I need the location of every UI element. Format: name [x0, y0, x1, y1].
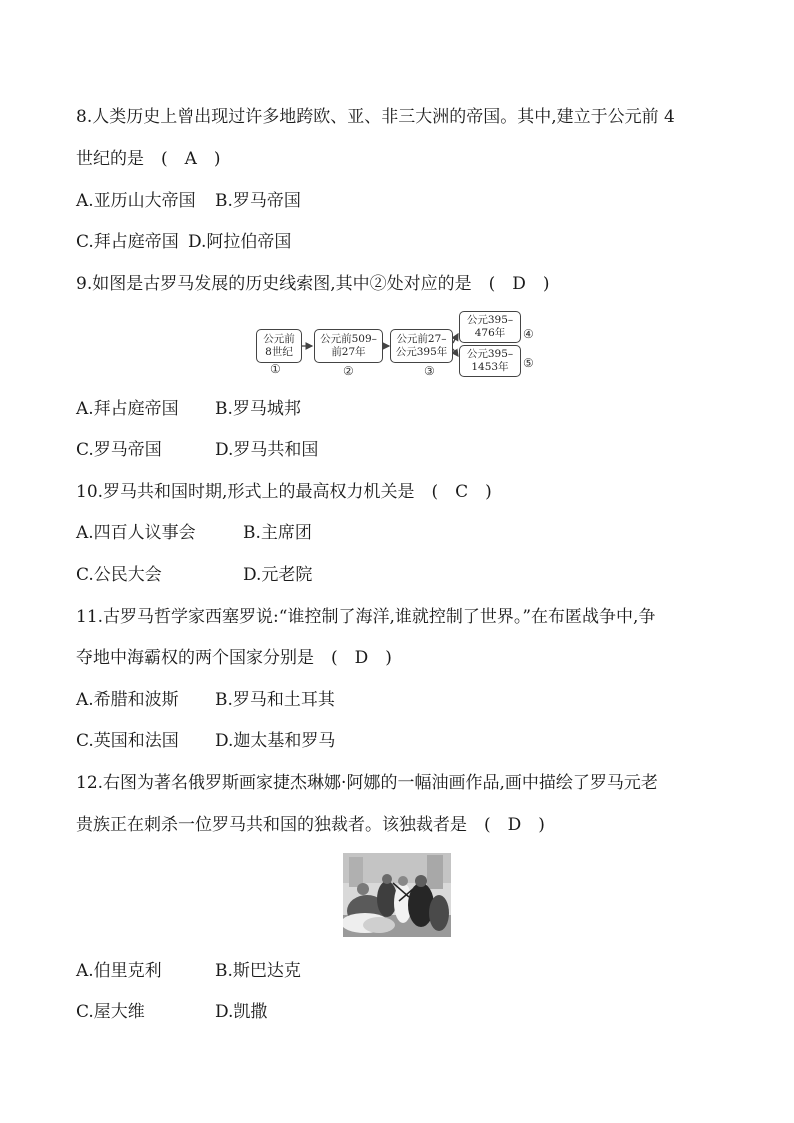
timeline-box-1-line-2: 8世纪 [265, 346, 293, 358]
question-9-option-c: C.罗马帝国 [76, 440, 162, 460]
question-11-option-a: A.希腊和波斯 [76, 690, 179, 710]
arrow-3-to-4 [453, 334, 458, 343]
question-12-stem-line-2: 贵族正在刺杀一位罗马共和国的独裁者。该独裁者是 ( D ) [76, 815, 545, 835]
timeline-box-3 [390, 329, 453, 363]
question-12-option-b: B.斯巴达克 [215, 961, 301, 981]
timeline-box-2-line-2: 前27年 [331, 346, 366, 358]
timeline-label-2: ② [343, 364, 354, 378]
question-12-stem-line-1: 12.右图为著名俄罗斯画家捷杰琳娜·阿娜的一幅油画作品,画中描绘了罗马元老 [76, 773, 658, 793]
question-11-stem-line-1: 11.古罗马哲学家西塞罗说:“谁控制了海洋,谁就控制了世界。”在布匿战争中,争 [76, 607, 656, 627]
question-8-stem-line-2: 世纪的是 ( A ) [76, 149, 221, 169]
question-11-stem-line-2: 夺地中海霸权的两个国家分别是 ( D ) [76, 648, 392, 668]
question-10-stem: 10.罗马共和国时期,形式上的最高权力机关是 ( C ) [76, 482, 492, 502]
timeline-box-4-line-1: 公元395– [466, 314, 514, 326]
question-9-stem: 9.如图是古罗马发展的历史线索图,其中②处对应的是 ( D ) [76, 274, 550, 294]
timeline-box-2-line-1: 公元前509– [320, 333, 377, 345]
arrow-3-to-5 [453, 349, 458, 356]
question-8-option-b: B.罗马帝国 [215, 191, 301, 211]
timeline-label-1: ① [270, 362, 281, 376]
question-10-option-d: D.元老院 [243, 565, 313, 585]
assassination-painting-image [343, 853, 451, 937]
timeline-box-2 [314, 329, 383, 363]
question-9-option-d: D.罗马共和国 [215, 440, 319, 460]
question-9-option-a: A.拜占庭帝国 [76, 399, 179, 419]
question-8-option-a: A.亚历山大帝国 [76, 191, 196, 211]
question-8-stem-line-1: 8.人类历史上曾出现过许多地跨欧、亚、非三大洲的帝国。其中,建立于公元前 4 [76, 107, 675, 127]
timeline-box-4 [459, 311, 521, 343]
question-11-option-c: C.英国和法国 [76, 731, 179, 751]
question-11-option-d: D.迦太基和罗马 [215, 731, 336, 751]
question-10-option-b: B.主席团 [243, 523, 312, 543]
question-12-option-a: A.伯里克利 [76, 961, 162, 981]
question-10-option-a: A.四百人议事会 [76, 523, 196, 543]
question-9-option-b: B.罗马城邦 [215, 399, 301, 419]
question-8-option-c: C.拜占庭帝国 [76, 232, 179, 252]
timeline-box-1-line-1: 公元前 [263, 333, 295, 345]
timeline-box-4-line-2: 476年 [474, 327, 506, 339]
timeline-label-4: ④ [523, 327, 534, 341]
timeline-box-3-line-1: 公元前27– [396, 333, 447, 345]
timeline-box-1 [256, 329, 302, 363]
question-10-option-c: C.公民大会 [76, 565, 162, 585]
question-12-option-d: D.凯撒 [215, 1002, 268, 1022]
timeline-box-3-line-2: 公元395年 [395, 346, 448, 358]
timeline-box-5 [459, 345, 521, 377]
question-11-option-b: B.罗马和土耳其 [215, 690, 335, 710]
timeline-box-5-line-2: 1453年 [471, 361, 509, 373]
question-8-option-d: D.阿拉伯帝国 [188, 232, 292, 252]
question-12-option-c: C.屋大维 [76, 1002, 145, 1022]
timeline-label-3: ③ [424, 364, 435, 378]
timeline-box-5-line-1: 公元395– [466, 348, 514, 360]
timeline-label-5: ⑤ [523, 356, 534, 370]
